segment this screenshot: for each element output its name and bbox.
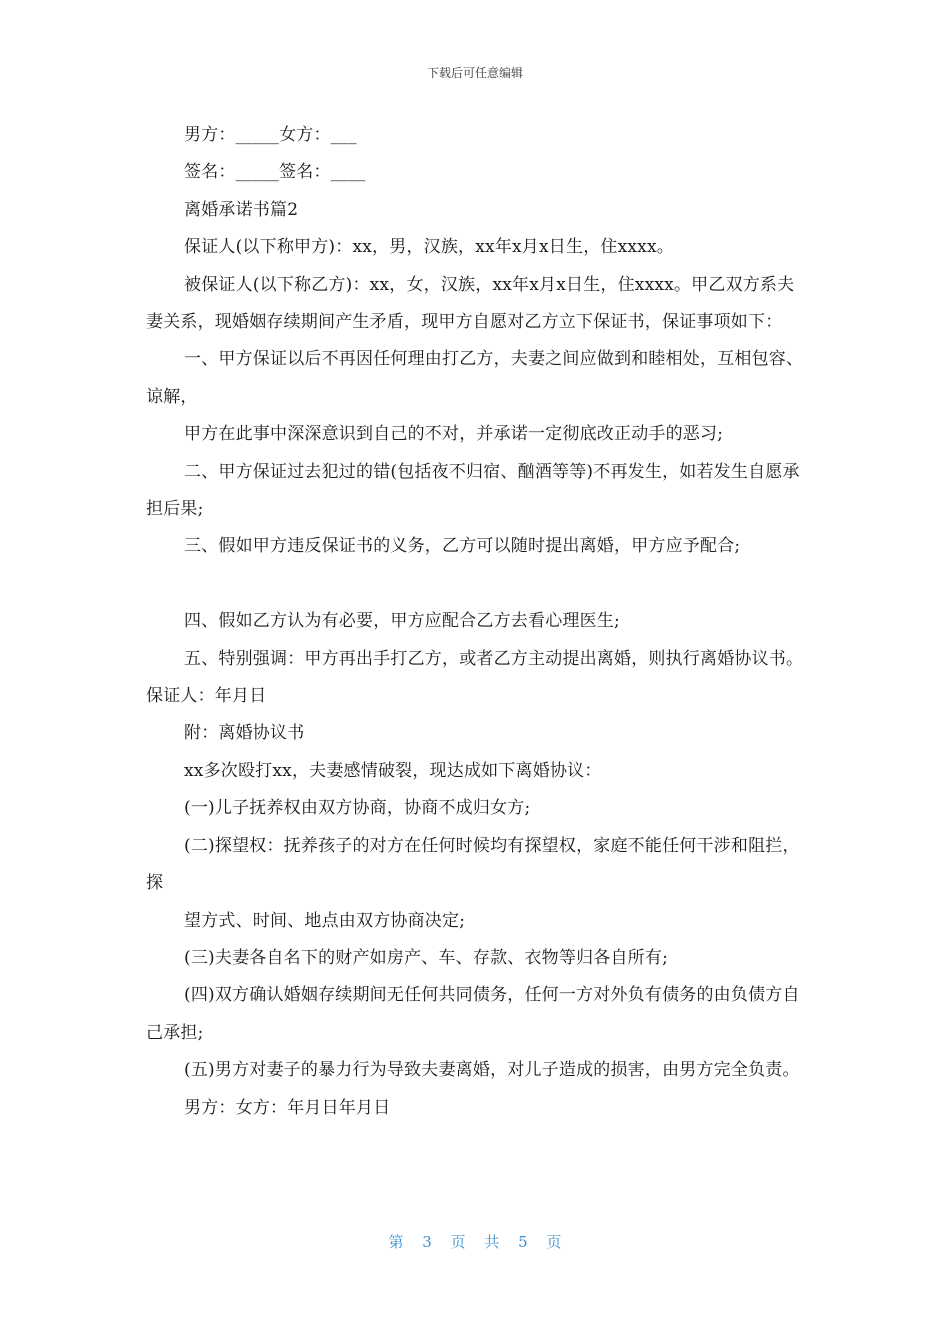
page-number-footer: 第 3 页 共 5 页 [388, 1233, 562, 1251]
paragraph-item-5: 五、特别强调：甲方再出手打乙方，或者乙方主动提出离婚，则执行离婚协议书。保证人：年月日 [146, 648, 804, 707]
blank-line [146, 566, 806, 603]
agreement-clause-5: (五)男方对妻子的暴力行为导致夫妻离婚，对儿子造成的损害，由男方完全负责。 [184, 1060, 800, 1081]
agreement-clause-4: (四)双方确认婚姻存续期间无任何共同债务，任何一方对外负有债务的由负债方自己承担; [146, 985, 800, 1043]
agreement-clause-2-cont: 望方式、时间、地点由双方协商决定; [184, 910, 466, 931]
agreement-clause-2: (二)探望权：抚养孩子的对方在任何时候均有探望权，家庭不能任何干涉和阻拦，探 [146, 835, 800, 894]
paragraph-guarantor: 保证人(以下称甲方)：xx，男，汉族，xx年x月x日生，住xxxx。 [184, 237, 674, 258]
paragraph-item-3: 三、假如甲方违反保证书的义务，乙方可以随时提出离婚，甲方应予配合; [184, 536, 741, 557]
section-title: 离婚承诺书篇2 [184, 199, 299, 220]
paragraph-item-2: 二、甲方保证过去犯过的错(包括夜不归宿、酗酒等等)不再发生，如若发生自愿承担后果; [146, 461, 800, 520]
paragraph-guaranteed: 被保证人(以下称乙方)：xx，女，汉族，xx年x月x日生，住xxxx。甲乙双方系夫妻关系，现婚姻存续期间产生矛盾，现甲方自愿对乙方立下保证书，保证事项如下： [146, 274, 795, 333]
final-signature-line: 男方：女方：年月日年月日 [184, 1097, 391, 1118]
paragraph-item-1: 一、甲方保证以后不再因任何理由打乙方，夫妻之间应做到和睦相处，互相包容、谅解， [146, 349, 804, 407]
signature-line-parties: 男方：_____女方：___ [184, 125, 357, 145]
document-body [146, 117, 806, 1127]
paragraph-item-1-cont: 甲方在此事中深深意识到自己的不对，并承诺一定彻底改正动手的恶习; [184, 424, 724, 445]
paragraph-item-4: 四、假如乙方认为有必要，甲方应配合乙方去看心理医生; [184, 611, 620, 632]
agreement-intro: xx多次殴打xx，夫妻感情破裂，现达成如下离婚协议： [184, 760, 602, 781]
agreement-clause-1: (一)儿子抚养权由双方协商，协商不成归女方; [184, 798, 531, 819]
page-header: 下载后可任意编辑 [426, 66, 523, 80]
signature-line-names: 签名：_____签名：____ [184, 162, 366, 183]
agreement-clause-3: (三)夫妻各自名下的财产如房产、车、存款、衣物等归各自所有; [184, 947, 668, 968]
attachment-title: 附：离婚协议书 [184, 723, 305, 744]
